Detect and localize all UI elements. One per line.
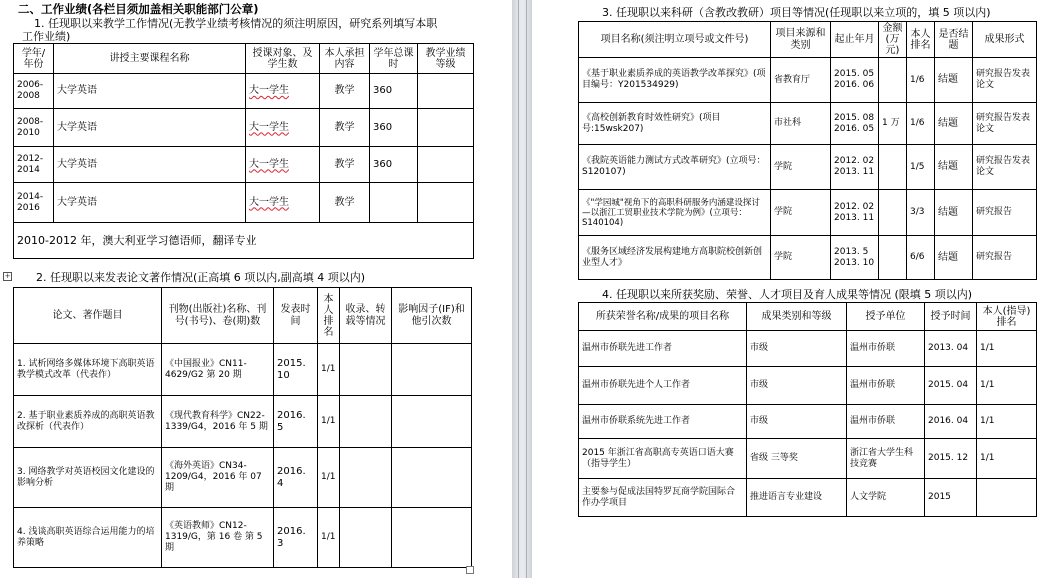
amount-cell: 1 万 bbox=[879, 103, 907, 145]
target-cell: 大一学生 bbox=[246, 109, 320, 147]
hours-cell: 360 bbox=[370, 109, 418, 147]
table-row bbox=[579, 190, 1037, 236]
hours-cell bbox=[370, 183, 418, 223]
table-row bbox=[579, 439, 1037, 479]
unit-cell: 温州市侨联 bbox=[847, 331, 925, 367]
award-name-cell: 温州市侨联先进工作者 bbox=[579, 331, 747, 367]
grade-cell bbox=[418, 147, 474, 183]
column-header: 发表时间 bbox=[274, 288, 318, 344]
period-cell: 2015. 05 2016. 06 bbox=[831, 58, 879, 103]
project-name-cell: 《基于职业素质养成的英语教学改革探究》(项目编号：Y201534929) bbox=[579, 58, 771, 103]
gutter-divider bbox=[526, 0, 527, 578]
target-cell: 大一学生 bbox=[246, 74, 320, 109]
section-title: 二、工作业绩(各栏目须加盖相关职能部门公章) bbox=[18, 2, 259, 16]
source-cell: 学院 bbox=[771, 145, 831, 190]
page-gutter bbox=[512, 0, 532, 578]
amount-cell bbox=[879, 236, 907, 280]
research-table bbox=[578, 21, 1037, 280]
journal-cell: 《中国报业》CN11-4629/G2 第 20 期 bbox=[162, 344, 274, 396]
role-cell: 教学 bbox=[320, 109, 370, 147]
table-row bbox=[579, 145, 1037, 190]
column-header: 学年总课时 bbox=[370, 44, 418, 74]
hours-cell: 360 bbox=[370, 147, 418, 183]
impact-cell bbox=[392, 508, 472, 568]
year-cell: 2008-2010 bbox=[14, 109, 54, 147]
category-cell: 市级 bbox=[747, 367, 847, 405]
column-header: 刊物(出版社)名称、刊号(书号)、卷(期)数 bbox=[162, 288, 274, 344]
column-header: 讲授主要课程名称 bbox=[54, 44, 246, 74]
table-resize-handle-icon[interactable] bbox=[466, 566, 474, 574]
grade-cell bbox=[418, 74, 474, 109]
rank-cell: 1/1 bbox=[318, 448, 340, 508]
column-header: 项目名称(须注明立项号或文件号) bbox=[579, 22, 771, 58]
unit-cell: 浙江省大学生科技竞赛 bbox=[847, 439, 925, 479]
awards-table bbox=[578, 302, 1037, 517]
date-cell: 2015. 12 bbox=[925, 439, 977, 479]
source-cell: 学院 bbox=[771, 190, 831, 236]
column-header: 项目来源和类别 bbox=[771, 22, 831, 58]
journal-cell: 《英语教师》CN12-1319/G，第 16 卷 第 5 期 bbox=[162, 508, 274, 568]
indexed-cell bbox=[340, 448, 392, 508]
table-header-row bbox=[579, 303, 1037, 331]
indexed-cell bbox=[340, 344, 392, 396]
amount-cell bbox=[879, 58, 907, 103]
done-cell: 结题 bbox=[935, 236, 973, 280]
column-header: 本人(指导)排名 bbox=[977, 303, 1037, 331]
source-cell: 省教育厅 bbox=[771, 58, 831, 103]
impact-cell bbox=[392, 344, 472, 396]
award-name-cell: 温州市侨联先进个人工作者 bbox=[579, 367, 747, 405]
amount-cell bbox=[879, 190, 907, 236]
column-header: 成果类别和等级 bbox=[747, 303, 847, 331]
course-cell: 大学英语 bbox=[54, 109, 246, 147]
papers-table bbox=[13, 287, 472, 568]
table-header-row bbox=[14, 288, 472, 344]
column-header: 本人排名 bbox=[907, 22, 935, 58]
date-cell: 2016. 4 bbox=[274, 448, 318, 508]
column-header: 收录、转载等情况 bbox=[340, 288, 392, 344]
table-row bbox=[14, 223, 474, 259]
teaching-heading: 1. 任现职以来教学工作情况(无教学业绩考核情况的须注明原因，研究系列填写本职 bbox=[34, 17, 438, 30]
rank-cell: 1/1 bbox=[977, 331, 1037, 367]
table-row bbox=[579, 331, 1037, 367]
done-cell: 结题 bbox=[935, 190, 973, 236]
column-header: 论文、著作题目 bbox=[14, 288, 162, 344]
date-cell: 2015. 10 bbox=[274, 344, 318, 396]
column-header: 授予单位 bbox=[847, 303, 925, 331]
unit-cell: 温州市侨联 bbox=[847, 405, 925, 439]
category-cell: 市级 bbox=[747, 331, 847, 367]
teaching-heading-cont: 工作业绩) bbox=[22, 30, 71, 43]
target-cell: 大一学生 bbox=[246, 183, 320, 223]
category-cell: 推进语言专业建设 bbox=[747, 479, 847, 517]
project-name-cell: 《服务区域经济发展构建地方高职院校创新创业型人才》 bbox=[579, 236, 771, 280]
unit-cell: 人文学院 bbox=[847, 479, 925, 517]
project-name-cell: 《高校创新教育时效性研究》(项目号:15wsk207) bbox=[579, 103, 771, 145]
table-row bbox=[579, 405, 1037, 439]
rank-cell: 1/1 bbox=[977, 367, 1037, 405]
award-name-cell: 2015 年浙江省高职高专英语口语大赛（指导学生） bbox=[579, 439, 747, 479]
column-header: 本人承担内容 bbox=[320, 44, 370, 74]
table-header-row bbox=[579, 22, 1037, 58]
column-header: 授予时间 bbox=[925, 303, 977, 331]
teaching-table bbox=[13, 43, 474, 259]
date-cell: 2016. 3 bbox=[274, 508, 318, 568]
source-cell: 学院 bbox=[771, 236, 831, 280]
done-cell: 结题 bbox=[935, 145, 973, 190]
rank-cell: 1/1 bbox=[318, 508, 340, 568]
table-row bbox=[14, 183, 474, 223]
rank-cell bbox=[977, 479, 1037, 517]
impact-cell bbox=[392, 448, 472, 508]
table-row bbox=[14, 508, 472, 568]
category-cell: 省级 三等奖 bbox=[747, 439, 847, 479]
project-name-cell: 《"学园城"视角下的高职科研服务内涵建设探讨—以浙江工贸职业技术学院为例》(立项号：S140104) bbox=[579, 190, 771, 236]
year-cell: 2014-2016 bbox=[14, 183, 54, 223]
table-row bbox=[579, 479, 1037, 517]
grade-cell bbox=[418, 109, 474, 147]
column-header: 成果形式 bbox=[973, 22, 1037, 58]
course-cell: 大学英语 bbox=[54, 147, 246, 183]
form-cell: 研究报告发表论文 bbox=[973, 145, 1037, 190]
table-header-row bbox=[14, 44, 474, 74]
rank-cell: 1/1 bbox=[318, 344, 340, 396]
column-header: 本人排名 bbox=[318, 288, 340, 344]
role-cell: 教学 bbox=[320, 183, 370, 223]
table-row bbox=[14, 448, 472, 508]
paper-title-cell: 2. 基于职业素质养成的高职英语教改探析（代表作） bbox=[14, 396, 162, 448]
category-cell: 市级 bbox=[747, 405, 847, 439]
rank-cell: 1/6 bbox=[907, 103, 935, 145]
role-cell: 教学 bbox=[320, 74, 370, 109]
table-row bbox=[14, 396, 472, 448]
rank-cell: 1/1 bbox=[318, 396, 340, 448]
project-name-cell: 《我院英语能力测试方式改革研究》(立项号：S120107) bbox=[579, 145, 771, 190]
column-header: 所获荣誉名称/成果的项目名称 bbox=[579, 303, 747, 331]
date-cell: 2016. 5 bbox=[274, 396, 318, 448]
indexed-cell bbox=[340, 396, 392, 448]
rank-cell: 1/6 bbox=[907, 58, 935, 103]
paper-title-cell: 3. 网络教学对英语校园文化建设的影响分析 bbox=[14, 448, 162, 508]
year-cell: 2006-2008 bbox=[14, 74, 54, 109]
amount-cell bbox=[879, 145, 907, 190]
course-cell: 大学英语 bbox=[54, 183, 246, 223]
done-cell: 结题 bbox=[935, 103, 973, 145]
gutter-divider bbox=[518, 0, 519, 578]
award-name-cell: 温州市侨联系统先进工作者 bbox=[579, 405, 747, 439]
unit-cell: 温州市侨联 bbox=[847, 367, 925, 405]
form-cell: 研究报告 bbox=[973, 190, 1037, 236]
research-heading: 3. 任现职以来科研（含教改教研）项目等情况(任现职以来立项的，填 5 项以内) bbox=[602, 6, 991, 19]
table-row bbox=[14, 74, 474, 109]
impact-cell bbox=[392, 396, 472, 448]
rank-cell: 1/1 bbox=[977, 405, 1037, 439]
year-cell: 2012-2014 bbox=[14, 147, 54, 183]
column-header: 影响因子(IF)和他引次数 bbox=[392, 288, 472, 344]
table-row bbox=[579, 103, 1037, 145]
teaching-note: 2010-2012 年，澳大利亚学习德语师，翻译专业 bbox=[14, 223, 474, 259]
column-header: 学年/年份 bbox=[14, 44, 54, 74]
course-cell: 大学英语 bbox=[54, 74, 246, 109]
table-row bbox=[14, 147, 474, 183]
grade-cell bbox=[418, 183, 474, 223]
rank-cell: 1/1 bbox=[977, 439, 1037, 479]
date-cell: 2013. 04 bbox=[925, 331, 977, 367]
journal-cell: 《现代教育科学》CN22-1339/G4，2016 年 5 期 bbox=[162, 396, 274, 448]
period-cell: 2013. 5 2013. 10 bbox=[831, 236, 879, 280]
source-cell: 市社科 bbox=[771, 103, 831, 145]
form-cell: 研究报告发表论文 bbox=[973, 103, 1037, 145]
table-move-handle-icon[interactable]: + bbox=[4, 272, 11, 280]
document-page-left bbox=[0, 0, 512, 578]
table-row bbox=[14, 344, 472, 396]
date-cell: 2015 bbox=[925, 479, 977, 517]
column-header: 金额(万元) bbox=[879, 22, 907, 58]
period-cell: 2012. 02 2013. 11 bbox=[831, 145, 879, 190]
form-cell: 研究报告发表论文 bbox=[973, 58, 1037, 103]
period-cell: 2012. 02 2013. 11 bbox=[831, 190, 879, 236]
awards-heading: 4. 任现职以来所获奖励、荣誉、人才项目及育人成果等情况 (限填 5 项以内) bbox=[602, 288, 973, 301]
rank-cell: 6/6 bbox=[907, 236, 935, 280]
hours-cell: 360 bbox=[370, 74, 418, 109]
date-cell: 2015. 04 bbox=[925, 367, 977, 405]
paper-title-cell: 1. 试析网络多媒体环境下高职英语教学模式改革（代表作） bbox=[14, 344, 162, 396]
award-name-cell: 主要参与促成法国特罗瓦商学院国际合作办学项目 bbox=[579, 479, 747, 517]
period-cell: 2015. 08 2016. 05 bbox=[831, 103, 879, 145]
paper-title-cell: 4. 浅谈高职英语综合运用能力的培养策略 bbox=[14, 508, 162, 568]
document-page-right bbox=[532, 0, 1050, 578]
table-row bbox=[579, 58, 1037, 103]
column-header: 起止年月 bbox=[831, 22, 879, 58]
column-header: 是否结题 bbox=[935, 22, 973, 58]
role-cell: 教学 bbox=[320, 147, 370, 183]
rank-cell: 3/3 bbox=[907, 190, 935, 236]
papers-heading: 2. 任现职以来发表论文著作情况(正高填 6 项以内,副高填 4 项以内) bbox=[36, 271, 366, 284]
column-header: 教学业绩等级 bbox=[418, 44, 474, 74]
indexed-cell bbox=[340, 508, 392, 568]
column-header: 授课对象、及学生数 bbox=[246, 44, 320, 74]
form-cell: 研究报告 bbox=[973, 236, 1037, 280]
table-row bbox=[579, 236, 1037, 280]
target-cell: 大一学生 bbox=[246, 147, 320, 183]
done-cell: 结题 bbox=[935, 58, 973, 103]
rank-cell: 1/5 bbox=[907, 145, 935, 190]
date-cell: 2016. 04 bbox=[925, 405, 977, 439]
journal-cell: 《海外英语》CN34-1209/G4，2016 年 07 期 bbox=[162, 448, 274, 508]
table-row bbox=[14, 109, 474, 147]
table-row bbox=[579, 367, 1037, 405]
